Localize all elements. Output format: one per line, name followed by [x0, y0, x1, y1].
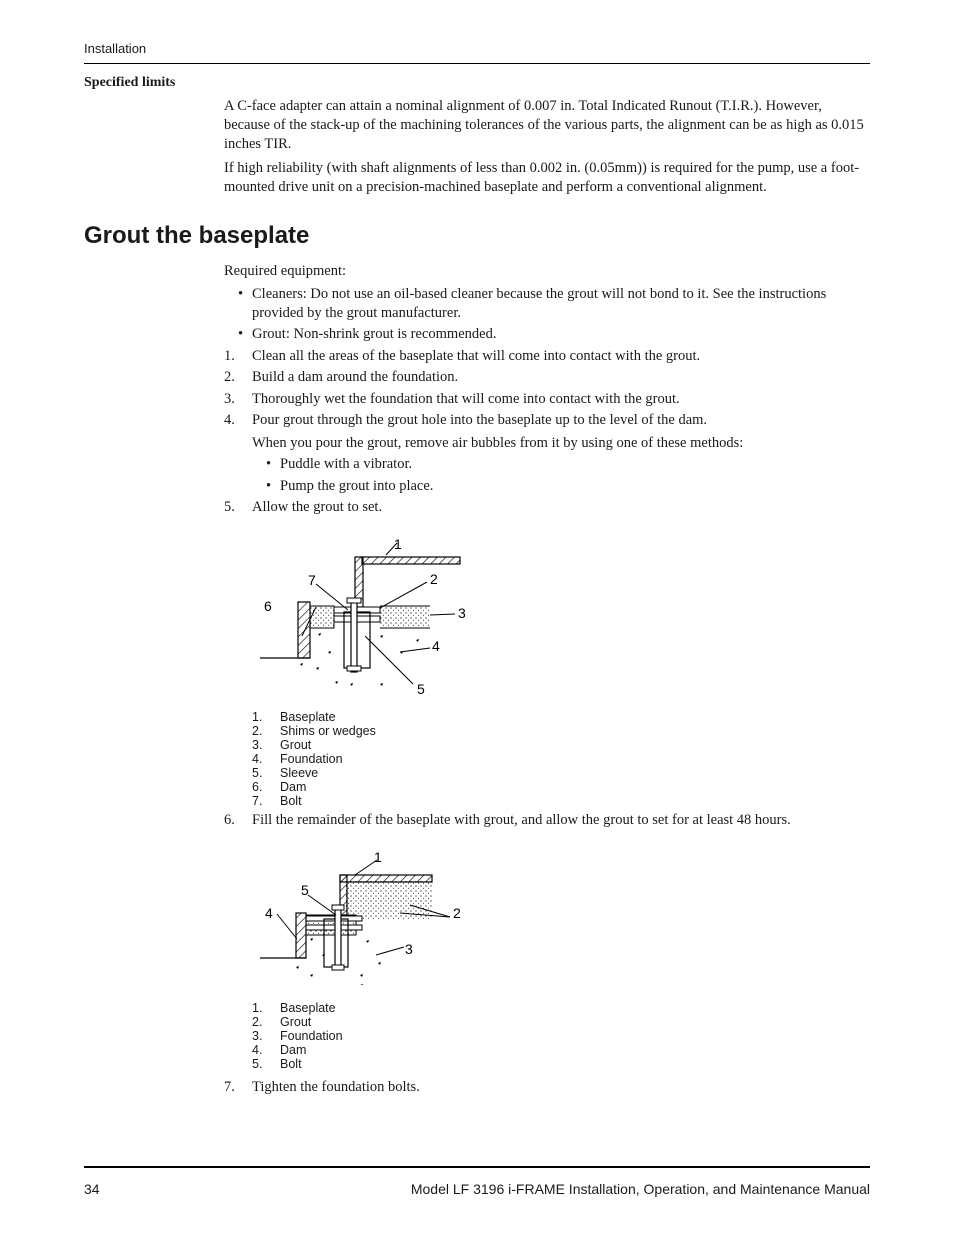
section-title: Grout the baseplate: [84, 222, 310, 249]
callout-3: 3: [405, 941, 413, 957]
step-text: Allow the grout to set.: [252, 499, 383, 515]
step-number: 6.: [224, 812, 235, 828]
bolt: [335, 907, 341, 969]
bolt: [351, 600, 357, 672]
specified-limits-heading: Specified limits: [84, 75, 176, 90]
step-text: Tighten the foundation bolts.: [252, 1079, 420, 1095]
equipment-bullet-grout: Grout: Non-shrink grout is recommended.: [252, 326, 497, 342]
step-text: Fill the remainder of the baseplate with grout, and allow the grout to set for at least 48 hours.: [252, 812, 791, 828]
step-text: Build a dam around the foundation.: [252, 369, 459, 385]
step-number: 3.: [224, 391, 235, 407]
callout-2: 2: [453, 905, 461, 921]
footer-rule: [84, 1166, 870, 1168]
baseplate-flange: [340, 875, 432, 882]
callout-7: 7: [308, 572, 316, 588]
specified-limits-para-1: A C-face adapter can attain a nominal alignment of 0.007 in. Total Indicated Runout (T.I.R.). However, because of the stack-up of the machining tolerances of the various parts, the alignment can be as high as 0.015 inches TIR.: [224, 98, 864, 152]
step-number: 4.: [224, 412, 235, 428]
bullet-symbol: •: [266, 478, 272, 494]
callout-6: 6: [264, 598, 272, 614]
foundation-aggregate: [300, 633, 419, 686]
callout-3: 3: [458, 605, 466, 621]
grout-fill: [346, 881, 432, 919]
method-pump: Pump the grout into place.: [280, 478, 434, 494]
manual-title: Model LF 3196 i-FRAME Installation, Operation, and Maintenance Manual: [410, 1181, 870, 1197]
callout-5: 5: [301, 882, 309, 898]
dam: [298, 602, 310, 658]
step-number: 7.: [224, 1079, 235, 1095]
callout-4: 4: [432, 638, 440, 654]
callout-1: 1: [374, 849, 382, 865]
callout-5: 5: [417, 681, 425, 697]
step-text: Thoroughly wet the foundation that will come into contact with the grout.: [252, 391, 680, 407]
bullet-symbol: •: [238, 326, 244, 342]
bullet-symbol: •: [238, 286, 244, 302]
header-rule: [84, 63, 870, 64]
bullet-symbol: •: [266, 456, 272, 472]
figure-grout-final-fill: [250, 845, 480, 985]
running-header: Installation: [84, 41, 147, 56]
step-text: Pour grout through the grout hole into the baseplate up to the level of the dam.: [252, 412, 708, 428]
page-number: 34: [84, 1181, 100, 1197]
callout-2: 2: [430, 571, 438, 587]
callout-1: 1: [394, 536, 402, 552]
step-number: 1.: [224, 348, 235, 364]
required-equipment-label: Required equipment:: [224, 263, 347, 279]
grout-pad-right: [380, 606, 430, 628]
step4-note: When you pour the grout, remove air bubbles from it by using one of these methods:: [252, 435, 744, 451]
equipment-bullet-cleaners-line1: Cleaners: Do not use an oil-based cleaner because the grout will not bond to it. See the instructions: [252, 286, 827, 302]
step-number: 5.: [224, 499, 235, 515]
manual-page: Installation Specified limits A C-face adapter can attain a nominal alignment of 0.007 in. Total Indicated Runout (T.I.R.). However, because of the stack-up of the machining tolerances of the various parts, the alignment can be as high as 0.015 inches TIR. If high reliability (with shaft alignments of less than 0.002 in. (0.05mm)) is required for the pump, use a foot-mounted drive unit on a precision-machined baseplate and perform a conventional alignment. Grout the baseplate Required equipment: • Cleaners: Do not use an oil-based cleaner because the grout will not bond to it. See the instructions provided by the grout manufacturer. • Grout: Non-shrink grout is recommended. 1. Clean all the areas of the baseplate that will come into contact with the grout. 2. Build a dam around the foundation. 3. Thoroughly wet the foundation that will come into contact with the grout. 4. Pour grout through the grout hole into the baseplate up to the level of the dam. When you pour the grout, remove air bubbles from it by using one of these methods: • Puddle with a vibrator. • Pump the grout into place. 5. Allow the grout to set. 1 2 3 4 5 6 7 1. Baseplate 2. Shims or wedges 3. Grout 4. Foundation 5. Sleeve 6. Dam 7. Bolt 6. Fill the remainder of the baseplate with grout, and allow the grout to set for at least 48 hours. 1 2 3 4 5 1. Baseplate 2. Grout 3. Foundation 4. Dam 5. Bolt 7. Tighten the foundation bolts. 34 Model LF 3196 i-FRAME Installation, Operation, and Maintenance Manual: [84, 41, 870, 1197]
figure-grout-first-pour: [250, 532, 480, 702]
dam: [296, 913, 306, 958]
step-number: 2.: [224, 369, 235, 385]
method-vibrator: Puddle with a vibrator.: [280, 456, 413, 472]
callout-4: 4: [265, 905, 273, 921]
step-text: Clean all the areas of the baseplate that will come into contact with the grout.: [252, 348, 701, 364]
specified-limits-para-2: If high reliability (with shaft alignments of less than 0.002 in. (0.05mm)) is required for the pump, use a foot-mounted drive unit on a precision-machined baseplate and perform a conventional alignment.: [224, 160, 860, 195]
baseplate-flange: [362, 557, 460, 564]
grout-pad-left: [310, 606, 334, 628]
equipment-bullet-cleaners-line2: provided by the grout manufacturer.: [252, 305, 461, 321]
